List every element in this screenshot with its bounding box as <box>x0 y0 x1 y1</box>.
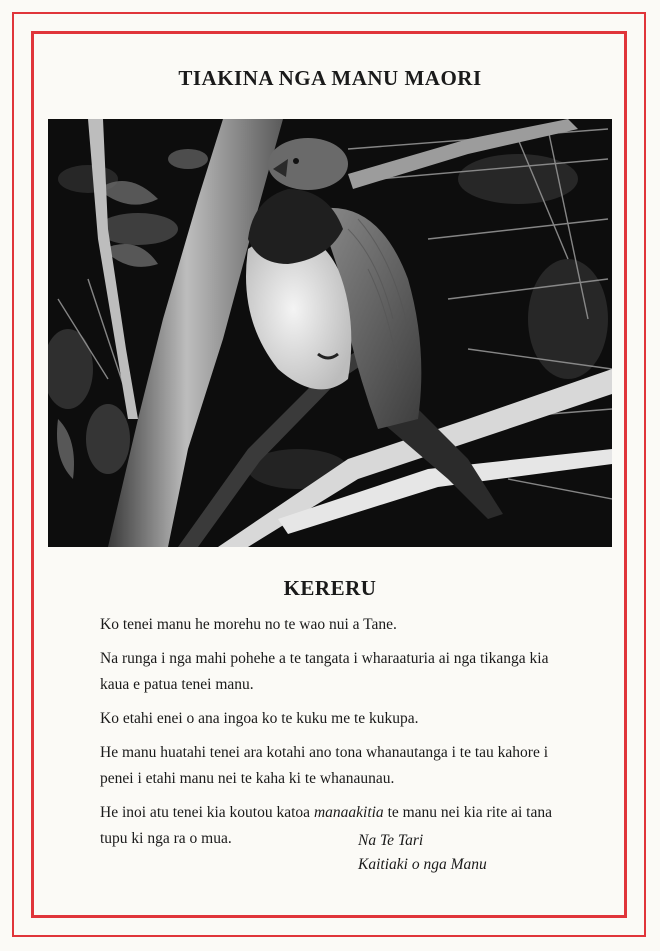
body-text <box>100 612 576 860</box>
signature-line-1: Na Te Tari <box>358 832 424 849</box>
paragraph-1: Ko tenei manu he morehu no te wao nui a Tane. <box>100 616 397 633</box>
paragraph-2: Na runga i nga mahi pohehe a te tangata i wharaaturia ai nga tikanga kia kaua e patua tenei manu. <box>100 650 549 693</box>
signature-line-2: Kaitiaki o nga Manu <box>358 856 487 873</box>
bird-heading: KERERU <box>283 576 377 600</box>
paragraph-5-after: te manu nei kia rite ai tana tupu ki nga ra o mua. <box>100 804 552 847</box>
page-title: TIAKINA NGA MANU MAORI <box>178 66 482 90</box>
kereru-photo <box>48 119 612 547</box>
paragraph-5-emphasis: manaakitia <box>313 804 384 821</box>
signature <box>358 829 487 877</box>
paragraph-4: He manu huatahi tenei ara kotahi ano tona whanautanga i te tau kahore i penei i etahi manu nei te kaha ki te whanaunau. <box>100 744 549 787</box>
paragraph-5 <box>100 800 576 852</box>
paragraph-3: Ko etahi enei o ana ingoa ko te kuku me te kukupa. <box>100 710 419 727</box>
paragraph-5-before: He inoi atu tenei kia koutou katoa <box>100 804 314 821</box>
